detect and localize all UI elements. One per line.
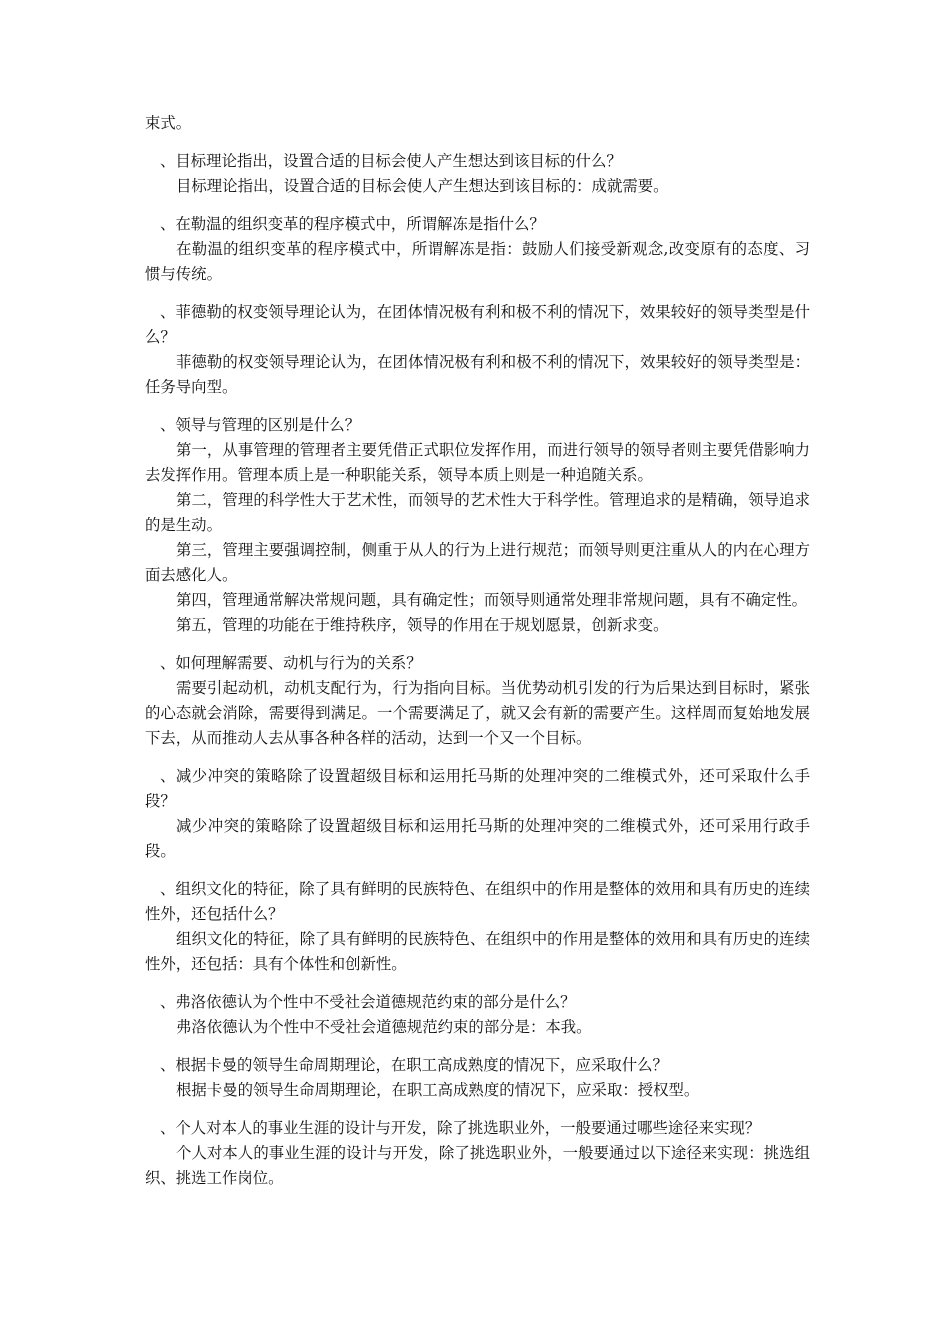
qa-item [145, 877, 810, 977]
answer: 组织文化的特征，除了具有鲜明的民族特色、在组织中的作用是整体的效用和具有历史的连续性外，还包括：具有个体性和创新性。 [145, 930, 810, 973]
answer: 个人对本人的事业生涯的设计与开发，除了挑选职业外，一般要通过以下途径来实现：挑选组织、挑选工作岗位。 [145, 1144, 810, 1187]
lead-text: 束式。 [145, 114, 192, 132]
qa-item [145, 990, 810, 1040]
qa-item [145, 1116, 810, 1191]
answer: 第四，管理通常解决常规问题，具有确定性；而领导则通常处理非常规问题，具有不确定性。 [176, 591, 808, 609]
answer: 弗洛依德认为个性中不受社会道德规范约束的部分是：本我。 [176, 1018, 592, 1036]
question: 、个人对本人的事业生涯的设计与开发，除了挑选职业外，一般要通过哪些途径来实现？ [160, 1119, 761, 1137]
question: 、领导与管理的区别是什么？ [160, 416, 361, 434]
answer: 第五，管理的功能在于维持秩序，领导的作用在于规划愿景，创新求变。 [176, 616, 669, 634]
qa-item [145, 149, 810, 199]
answer: 第一，从事管理的管理者主要凭借正式职位发挥作用，而进行领导的领导者则主要凭借影响力去发挥作用。管理本质上是一种职能关系，领导本质上则是一种追随关系。 [145, 441, 810, 484]
question: 、根据卡曼的领导生命周期理论，在职工高成熟度的情况下，应采取什么？ [160, 1056, 668, 1074]
qa-item [145, 300, 810, 400]
answer: 第二，管理的科学性大于艺术性，而领导的艺术性大于科学性。管理追求的是精确，领导追求的是生动。 [145, 491, 810, 534]
answer: 菲德勒的权变领导理论认为，在团体情况极有利和极不利的情况下，效果较好的领导类型是：任务导向型。 [145, 353, 810, 396]
question: 、菲德勒的权变领导理论认为，在团体情况极有利和极不利的情况下，效果较好的领导类型是什么？ [145, 303, 810, 346]
document-page [145, 111, 810, 1204]
qa-item [145, 212, 810, 287]
answer: 目标理论指出，设置合适的目标会使人产生想达到该目标的：成就需要。 [176, 177, 669, 195]
question: 、在勒温的组织变革的程序模式中，所谓解冻是指什么？ [160, 215, 545, 233]
question: 、减少冲突的策略除了设置超级目标和运用托马斯的处理冲突的二维模式外，还可采取什么手段？ [145, 767, 810, 810]
answer: 减少冲突的策略除了设置超级目标和运用托马斯的处理冲突的二维模式外，还可采用行政手段。 [145, 817, 810, 860]
qa-item [145, 651, 810, 751]
answer: 根据卡曼的领导生命周期理论，在职工高成熟度的情况下，应采取：授权型。 [176, 1081, 700, 1099]
qa-item [145, 1053, 810, 1103]
qa-item [145, 413, 810, 638]
question: 、组织文化的特征，除了具有鲜明的民族特色、在组织中的作用是整体的效用和具有历史的连续性外，还包括什么？ [145, 880, 810, 923]
question: 、目标理论指出，设置合适的目标会使人产生想达到该目标的什么？ [160, 152, 622, 170]
question: 、如何理解需要、动机与行为的关系？ [160, 654, 422, 672]
qa-item [145, 764, 810, 864]
answer: 需要引起动机，动机支配行为，行为指向目标。当优势动机引发的行为后果达到目标时，紧张的心态就会消除，需要得到满足。一个需要满足了，就又会有新的需要产生。这样周而复始地发展下去，从而推动人去从事各种各样的活动，达到一个又一个目标。 [145, 679, 810, 747]
answer: 在勒温的组织变革的程序模式中，所谓解冻是指：鼓励人们接受新观念,改变原有的态度、习惯与传统。 [145, 240, 810, 283]
answer: 第三，管理主要强调控制，侧重于从人的行为上进行规范；而领导则更注重从人的内在心理方面去感化人。 [145, 541, 810, 584]
question: 、弗洛依德认为个性中不受社会道德规范约束的部分是什么？ [160, 993, 576, 1011]
